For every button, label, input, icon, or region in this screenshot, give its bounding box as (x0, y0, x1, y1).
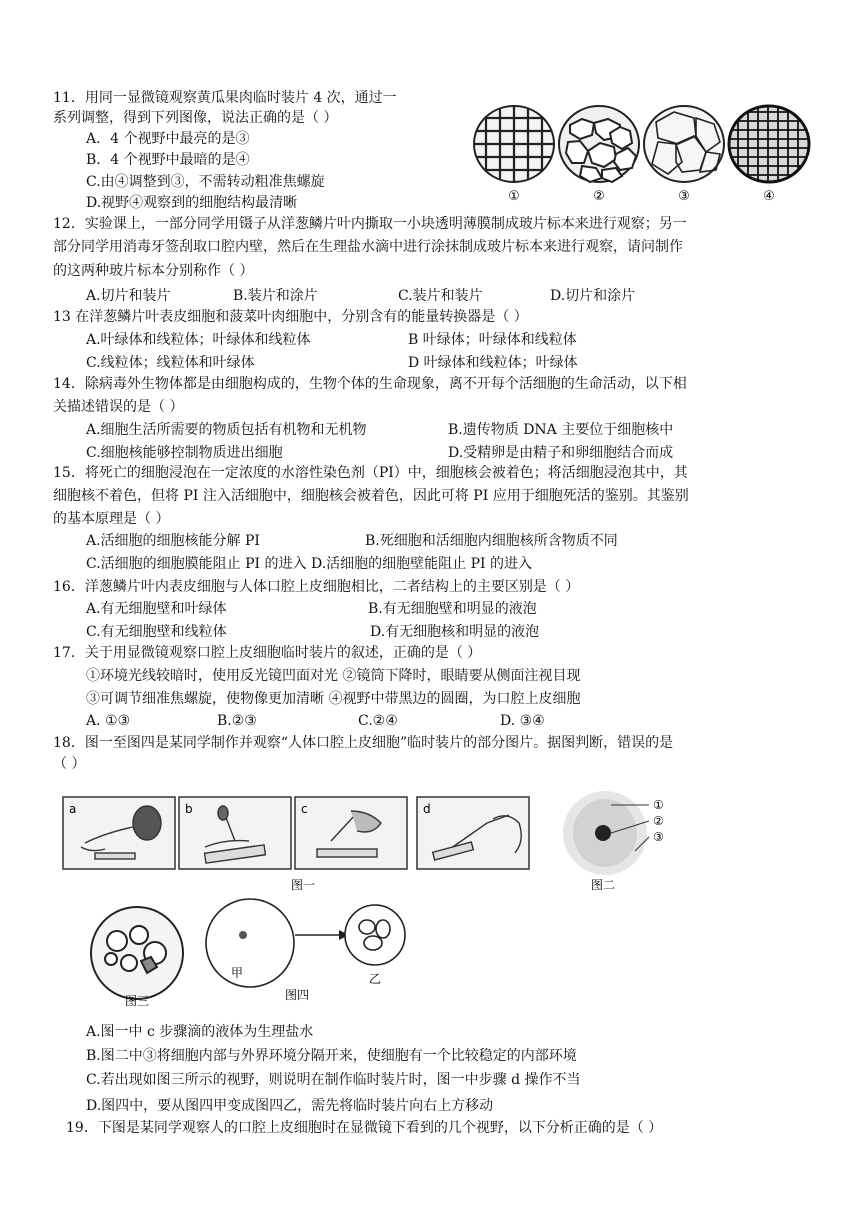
fig1-caption: 图一 (290, 878, 316, 892)
q11-microscope-fields-figure (470, 100, 815, 210)
field-3-icon (644, 106, 724, 182)
q12-stem-line1: 12．实验课上，一部分同学用镊子从洋葱鳞片叶内撕取一小块透明薄膜制成玻片标本来进行观察；另一 (53, 216, 687, 232)
q16-stem: 16．洋葱鳞片叶内表皮细胞与人体口腔上皮细胞相比，二者结构上的主要区别是（ ） (53, 579, 580, 595)
q15-option-cd: C.活细胞的细胞膜能阻止 PI 的进入 D.活细胞的细胞壁能阻止 PI 的进入 (86, 556, 532, 572)
fig1-panel (63, 797, 529, 892)
q11-option-d: D.视野④观察到的细胞结构最清晰 (86, 195, 298, 211)
nucleus-icon (595, 825, 611, 841)
q14-option-d: D.受精卵是由精子和卵细胞结合而成 (448, 445, 674, 461)
q15-option-b: B.死细胞和活细胞内细胞核所含物质不同 (365, 533, 618, 549)
q17-stem: 17．关于用显微镜观察口腔上皮细胞临时装片的叙述，正确的是（ ） (53, 645, 482, 661)
q18-figure (55, 785, 695, 1010)
step-label-a: a (69, 802, 77, 816)
q12-stem-line3: 的这两种玻片标本分别称作（ ） (53, 263, 254, 279)
q15-option-a: A.活细胞的细胞核能分解 PI (86, 533, 260, 549)
q13-stem: 13 在洋葱鳞片叶表皮细胞和菠菜叶肉细胞中，分别含有的能量转换器是（ ） (53, 309, 528, 325)
fig4-panel (206, 899, 405, 1002)
q17-statements-1: ①环境光线较暗时，使用反光镜凹面对光 ②镜筒下降时，眼睛要从侧面注视目现 (86, 668, 581, 684)
fig2-label-1: ① (653, 798, 664, 812)
fig4-yi-label: 乙 (368, 972, 382, 986)
q14-option-c: C.细胞核能够控制物质进出细胞 (86, 445, 283, 461)
q11-option-b: B．4 个视野中最暗的是④ (86, 152, 250, 168)
fig3-caption: 图三 (124, 994, 150, 1008)
q17-statements-2: ③可调节细准焦螺旋，使物像更加清晰 ④视野中带黑边的圆圈，为口腔上皮细胞 (86, 691, 581, 707)
q11-option-c: C.由④调整到③，不需转动粗准焦螺旋 (86, 174, 325, 190)
field-2-icon (559, 106, 639, 182)
q17-option-a: A. ①③ (86, 713, 131, 729)
q18-option-a: A.图一中 c 步骤滴的液体为生理盐水 (86, 1024, 314, 1040)
q18-stem-line1: 18．图一至图四是某同学制作并观察“人体口腔上皮细胞”临时装片的部分图片。据图判断，错误的是 (53, 735, 674, 751)
fig2-caption: 图二 (590, 878, 616, 892)
q14-option-b: B.遗传物质 DNA 主要位于细胞核中 (448, 422, 674, 438)
q18-option-d: D.图四中，要从图四甲变成图四乙，需先将临时装片向右上方移动 (86, 1098, 494, 1114)
q12-option-c: C.装片和装片 (398, 288, 483, 304)
q14-stem-line1: 14．除病毒外生物体都是由细胞构成的，生物个体的生命现象，离不开每个活细胞的生命活动，以下相 (53, 376, 687, 392)
fig2-panel (563, 791, 664, 892)
q19-stem: 19．下图是某同学观察人的口腔上皮细胞时在显微镜下看到的几个视野，以下分析正确的是（ ） (66, 1120, 663, 1136)
q11-stem-line2: 系列调整，得到下列图像，说法正确的是（ ） (53, 110, 338, 126)
step-label-c: c (301, 802, 308, 816)
field-label-3: ③ (678, 189, 690, 204)
q12-option-d: D.切片和涂片 (550, 288, 636, 304)
q13-option-c: C.线粒体；线粒体和叶绿体 (86, 355, 255, 371)
q16-option-b: B.有无细胞壁和明显的液泡 (368, 601, 537, 617)
q18-option-b: B.图二中③将细胞内部与外界环境分隔开来，使细胞有一个比较稳定的内部环境 (86, 1048, 577, 1064)
field-label-4: ④ (763, 189, 775, 204)
q17-option-c: C.②④ (358, 713, 398, 729)
field-1-icon (470, 100, 560, 190)
field-4-icon (720, 100, 815, 190)
q14-option-a: A.细胞生活所需要的物质包括有机物和无机物 (86, 422, 367, 438)
q13-option-b: B 叶绿体；叶绿体和线粒体 (408, 332, 577, 348)
fig4-caption: 图四 (284, 988, 310, 1002)
q16-option-a: A.有无细胞壁和叶绿体 (86, 601, 227, 617)
q16-option-d: D.有无细胞核和明显的液泡 (370, 624, 540, 640)
field-label-1: ① (508, 189, 520, 204)
q17-option-d: D. ③④ (500, 713, 545, 729)
step-label-b: b (185, 802, 193, 816)
q15-stem-line3: 的基本原理是（ ） (53, 511, 170, 527)
field-label-2: ② (593, 189, 605, 204)
q11-stem-line1: 11．用同一显微镜观察黄瓜果肉临时装片 4 次，通过一 (53, 90, 397, 106)
fig3-panel (91, 907, 183, 1008)
q12-stem-line2: 部分同学用消毒牙签刮取口腔内壁，然后在生理盐水滴中进行涂抹制成玻片标本来进行观察，请问制作 (53, 239, 683, 255)
fig2-label-2: ② (653, 814, 664, 828)
fig2-label-3: ③ (653, 830, 664, 844)
q15-stem-line1: 15．将死亡的细胞浸泡在一定浓度的水溶性染色剂（PI）中，细胞核会被着色；将活细胞浸泡其中，其 (53, 465, 688, 481)
q12-option-a: A.切片和装片 (86, 288, 171, 304)
q18-stem-line2: （ ） (53, 756, 86, 772)
fig4-jia-label: 甲 (230, 966, 244, 980)
q17-option-b: B.②③ (217, 713, 257, 729)
q11-option-a: A．4 个视野中最亮的是③ (86, 131, 250, 147)
q15-stem-line2: 细胞核不着色，但将 PI 注入活细胞中，细胞核会被着色，因此可将 PI 应用于细胞死活的鉴别。其鉴别 (53, 488, 689, 504)
step-label-d: d (423, 802, 431, 816)
q14-stem-line2: 关描述错误的是（ ） (53, 399, 184, 415)
q18-option-c: C.若出现如图三所示的视野，则说明在制作临时装片时，图一中步骤 d 操作不当 (86, 1072, 581, 1088)
q13-option-d: D 叶绿体和线粒体；叶绿体 (408, 355, 578, 371)
q13-option-a: A.叶绿体和线粒体；叶绿体和线粒体 (86, 332, 311, 348)
small-cell-icon (239, 931, 247, 939)
q12-option-b: B.装片和涂片 (233, 288, 318, 304)
q16-option-c: C.有无细胞壁和线粒体 (86, 624, 227, 640)
